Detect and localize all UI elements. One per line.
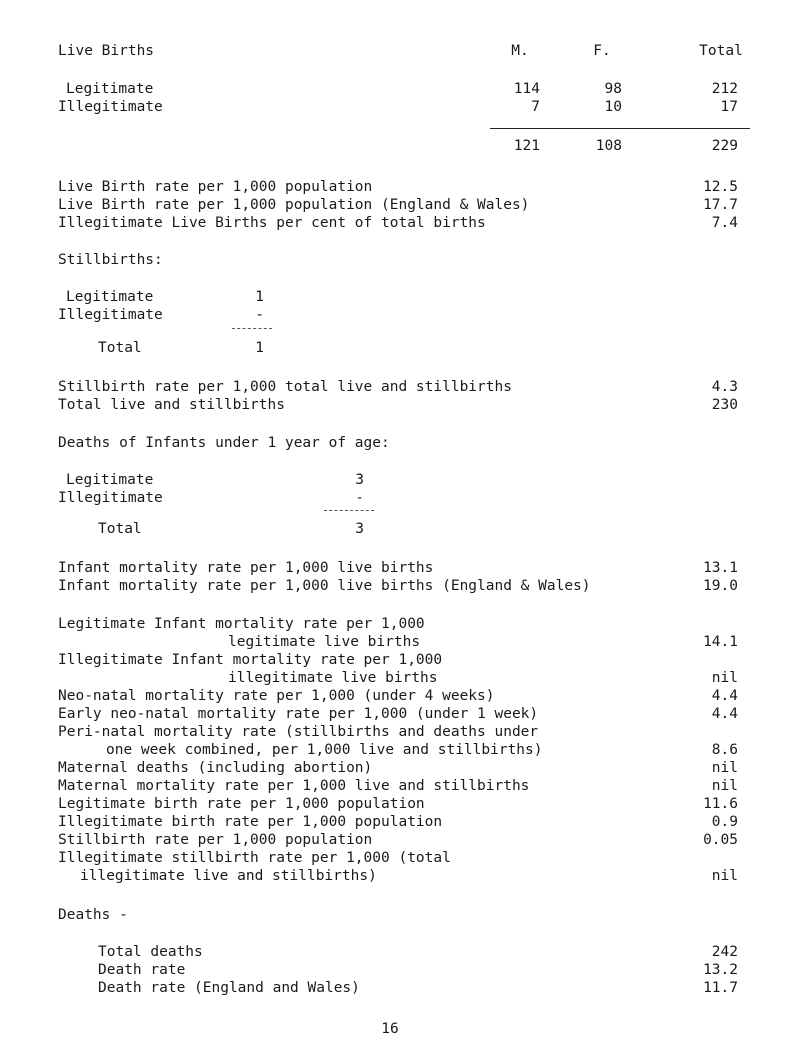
detail-rate-value: nil — [711, 760, 738, 776]
infant-deaths-row-label: Legitimate — [66, 472, 154, 488]
births-row-label: Legitimate — [66, 81, 154, 97]
deaths-row-value: 242 — [711, 944, 738, 960]
page-number: 16 — [381, 1021, 399, 1037]
births-table-title: Live Births — [58, 43, 155, 59]
infant-deaths-heading: Deaths of Infants under 1 year of age: — [58, 435, 390, 451]
rate-label: Illegitimate Live Births per cent of total births — [58, 215, 486, 231]
infant-mortality-label: Infant mortality rate per 1,000 live births (England & Wales) — [58, 578, 591, 594]
stillbirths-row-label: Illegitimate — [58, 307, 163, 323]
stillbirths-row-value: - — [255, 307, 264, 323]
detail-rate-label: Illegitimate stillbirth rate per 1,000 (total — [58, 850, 451, 866]
detail-rate-label-cont: legitimate live births — [228, 634, 421, 650]
births-total-female: 108 — [595, 138, 622, 154]
deaths-row-value: 11.7 — [703, 980, 738, 996]
infant-mortality-value: 13.1 — [703, 560, 738, 576]
births-col-female: F. — [593, 43, 611, 59]
detail-rate-label-cont: illegitimate live births — [228, 670, 438, 686]
rate-value: 7.4 — [711, 215, 738, 231]
detail-rate-label: Early neo-natal mortality rate per 1,000 (under 1 week) — [58, 706, 539, 722]
detail-rate-value: 0.9 — [711, 814, 738, 830]
deaths-row-label: Death rate (England and Wales) — [98, 980, 360, 996]
rate-label: Live Birth rate per 1,000 population (England & Wales) — [58, 197, 530, 213]
detail-rate-label-cont: illegitimate live and stillbirths) — [80, 868, 377, 884]
infant-deaths-row-label: Illegitimate — [58, 490, 163, 506]
stillbirths-row-label: Legitimate — [66, 289, 154, 305]
births-row-male: 114 — [513, 81, 540, 97]
stillbirths-heading: Stillbirths: — [58, 252, 163, 268]
detail-rate-label: Illegitimate Infant mortality rate per 1,000 — [58, 652, 443, 668]
infant-deaths-total-rule — [324, 510, 374, 511]
detail-rate-label: Stillbirth rate per 1,000 population — [58, 832, 373, 848]
stillbirth-rate-value: 4.3 — [711, 379, 738, 395]
deaths-row-label: Total deaths — [98, 944, 203, 960]
deaths-heading: Deaths - — [58, 907, 128, 923]
rate-label: Live Birth rate per 1,000 population — [58, 179, 373, 195]
deaths-row-value: 13.2 — [703, 962, 738, 978]
infant-deaths-row-value: - — [355, 490, 364, 506]
detail-rate-label: Legitimate birth rate per 1,000 population — [58, 796, 425, 812]
stillbirth-rate-label: Stillbirth rate per 1,000 total live and stillbirths — [58, 379, 512, 395]
detail-rate-value: nil — [711, 778, 738, 794]
detail-rate-label: Illegitimate birth rate per 1,000 population — [58, 814, 443, 830]
detail-rate-label: Legitimate Infant mortality rate per 1,000 — [58, 616, 425, 632]
stillbirths-total-rule — [232, 328, 272, 329]
detail-rate-value: 4.4 — [711, 688, 738, 704]
detail-rate-label: Maternal mortality rate per 1,000 live and stillbirths — [58, 778, 530, 794]
stillbirths-row-value: 1 — [255, 289, 264, 305]
detail-rate-label: Neo-natal mortality rate per 1,000 (under 4 weeks) — [58, 688, 495, 704]
births-row-male: 7 — [531, 99, 540, 115]
detail-rate-value: 4.4 — [711, 706, 738, 722]
detail-rate-value: 8.6 — [711, 742, 738, 758]
rate-value: 12.5 — [703, 179, 738, 195]
detail-rate-value: nil — [711, 670, 738, 686]
stillbirth-rate-value: 230 — [711, 397, 738, 413]
deaths-row-label: Death rate — [98, 962, 186, 978]
detail-rate-value: 14.1 — [703, 634, 738, 650]
births-total-rule — [490, 128, 750, 129]
detail-rate-label-cont: one week combined, per 1,000 live and stillbirths) — [106, 742, 543, 758]
detail-rate-label: Maternal deaths (including abortion) — [58, 760, 373, 776]
infant-deaths-total-value: 3 — [355, 521, 364, 537]
detail-rate-value: 11.6 — [703, 796, 738, 812]
stillbirths-total-value: 1 — [255, 340, 264, 356]
infant-deaths-total-label: Total — [98, 521, 142, 537]
births-row-female: 10 — [604, 99, 622, 115]
stillbirths-total-label: Total — [98, 340, 142, 356]
births-row-total: 17 — [720, 99, 738, 115]
stillbirth-rate-label: Total live and stillbirths — [58, 397, 285, 413]
births-col-male: M. — [511, 43, 529, 59]
births-row-female: 98 — [604, 81, 622, 97]
births-total-male: 121 — [513, 138, 540, 154]
infant-deaths-row-value: 3 — [355, 472, 364, 488]
infant-mortality-label: Infant mortality rate per 1,000 live births — [58, 560, 434, 576]
births-total-total: 229 — [711, 138, 738, 154]
births-row-label: Illegitimate — [58, 99, 163, 115]
detail-rate-label: Peri-natal mortality rate (stillbirths and deaths under — [58, 724, 539, 740]
infant-mortality-value: 19.0 — [703, 578, 738, 594]
detail-rate-value: 0.05 — [703, 832, 738, 848]
births-row-total: 212 — [711, 81, 738, 97]
births-col-total: Total — [699, 43, 743, 59]
detail-rate-value: nil — [711, 868, 738, 884]
rate-value: 17.7 — [703, 197, 738, 213]
